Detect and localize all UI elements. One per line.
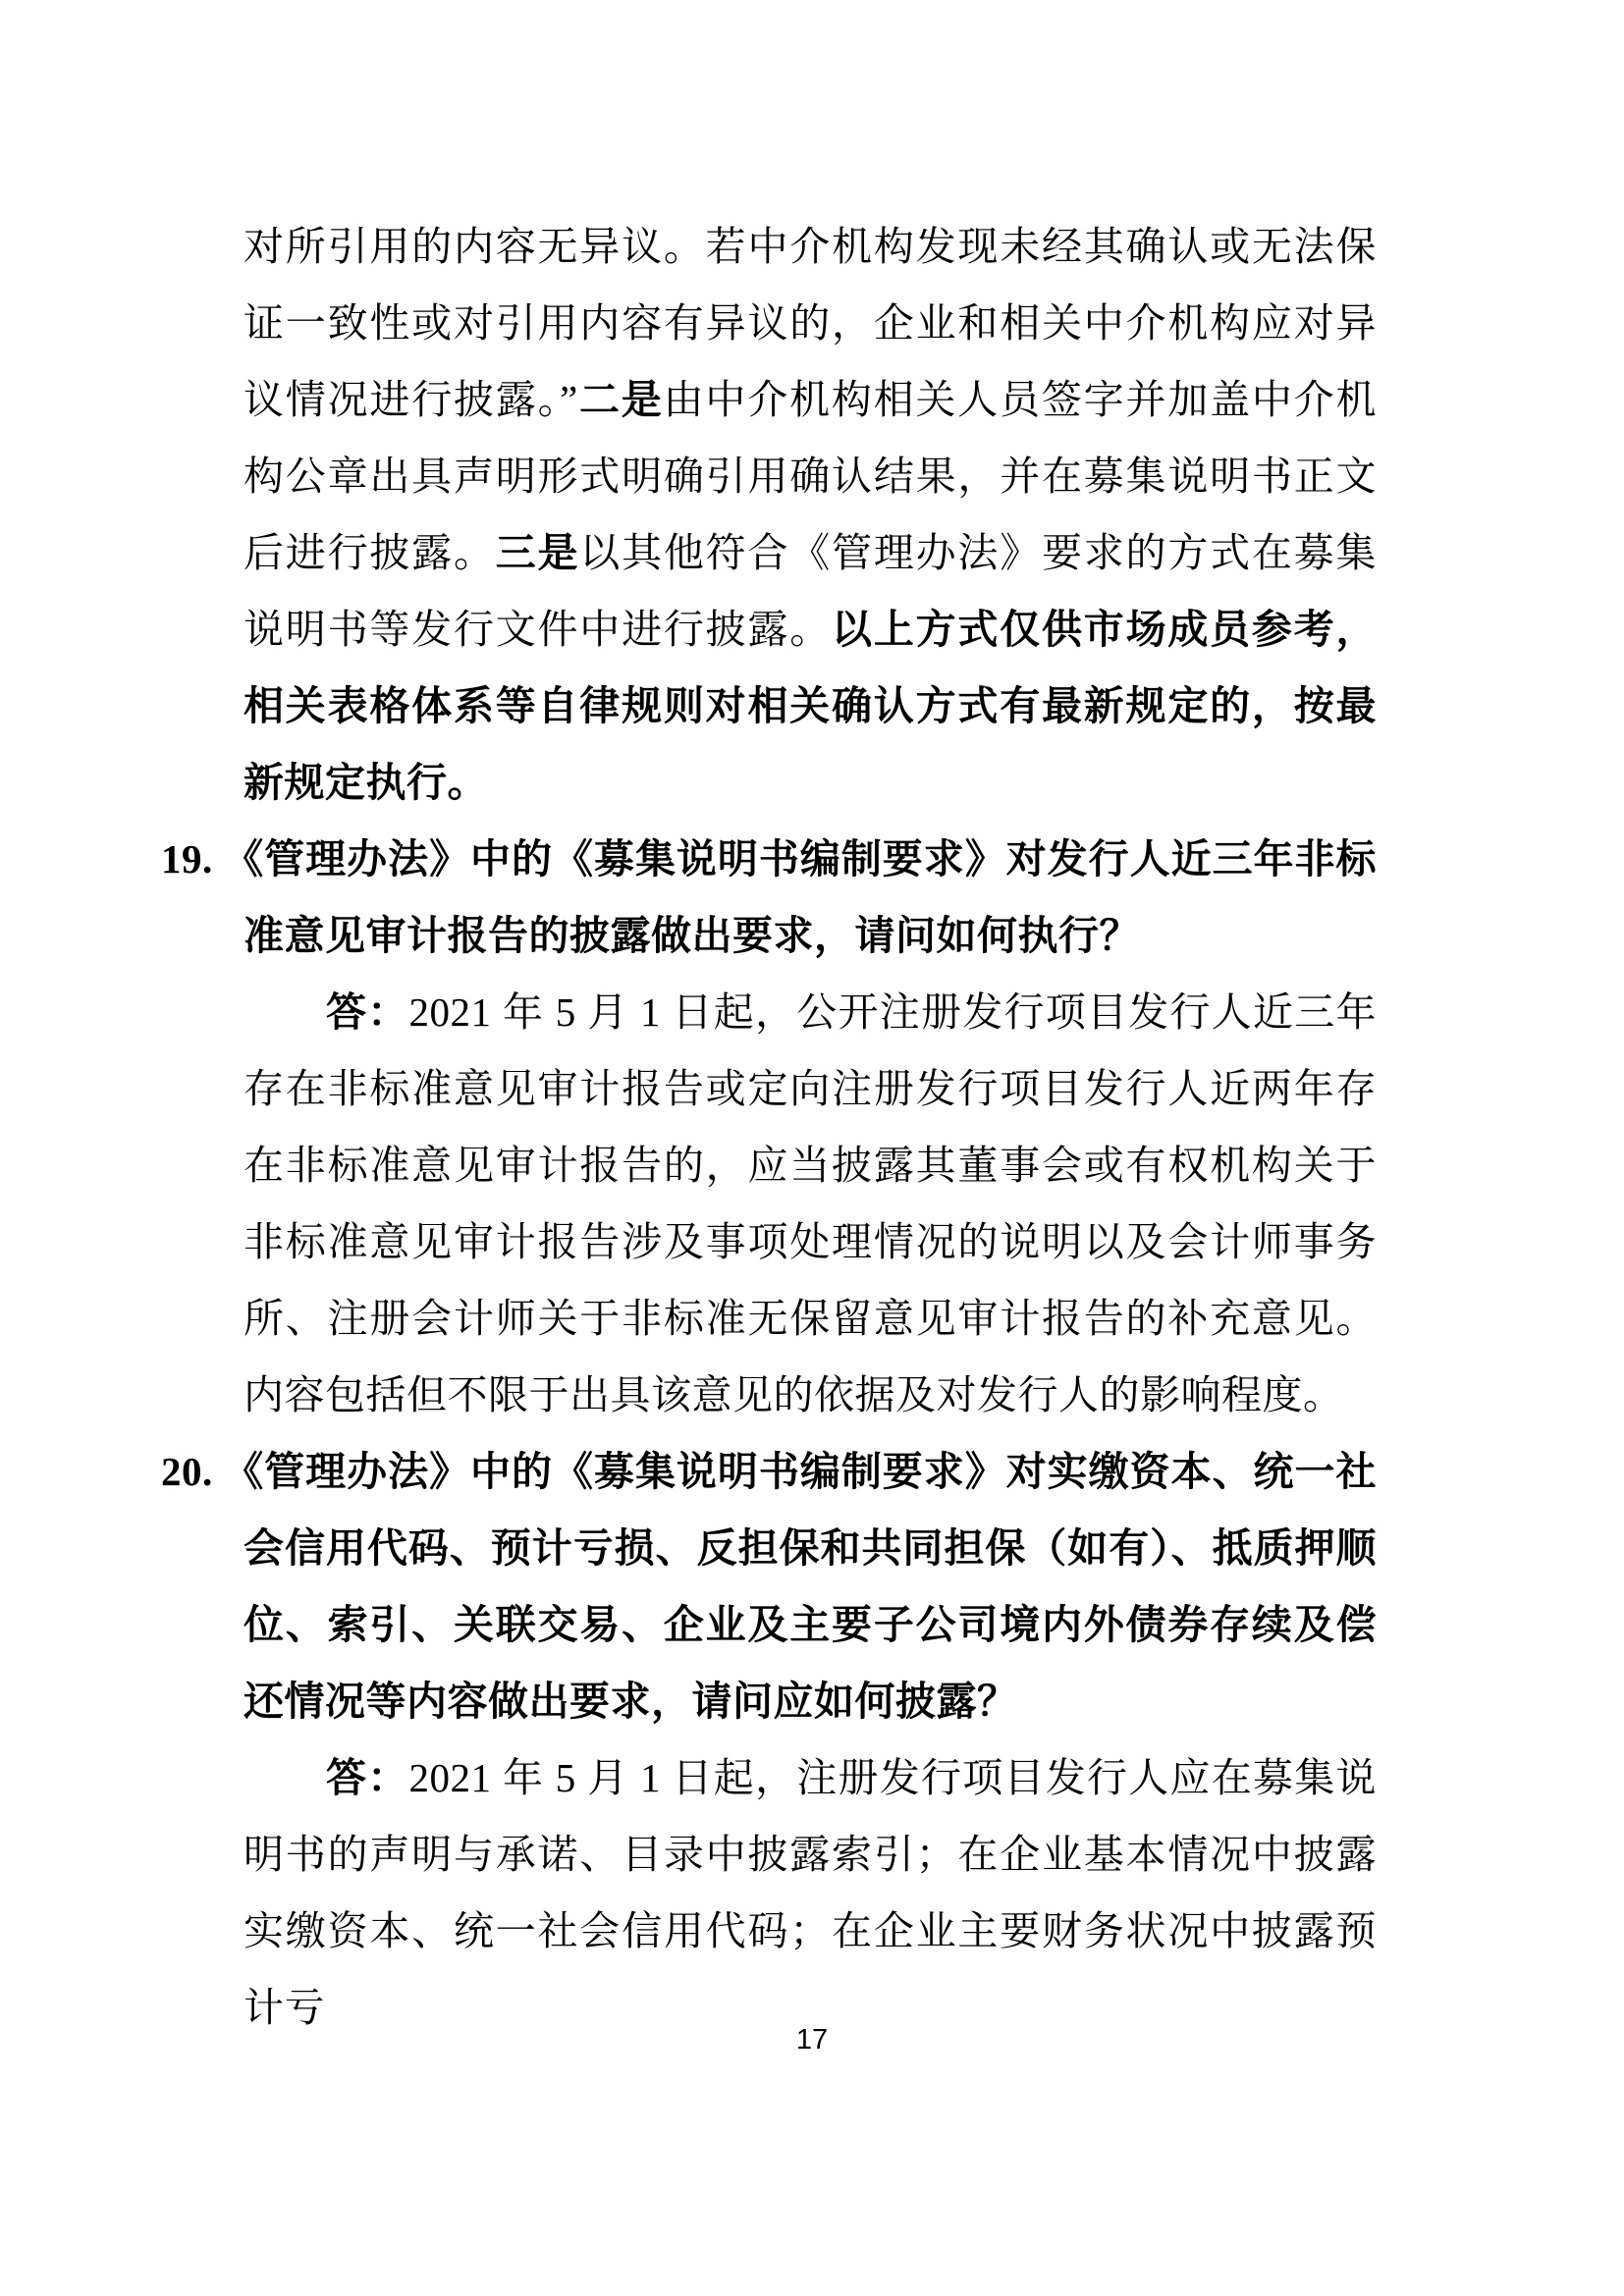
question-20-text: 《管理办法》中的《募集说明书编制要求》对实缴资本、统一社会信用代码、预计亏损、反担保和共同担保（如有）、抵质押顺位、索引、关联交易、企业及主要子公司境内外债券存续及偿还情况等内容做出要求，请问应如何披露？ bbox=[222, 1449, 1377, 1724]
page-content bbox=[161, 208, 1378, 2046]
answer-20-text: 2021 年 5 月 1 日起，注册发行项目发行人应在募集说明书的声明与承诺、目录中披露索引；在企业基本情况中披露实缴资本、统一社会信用代码；在企业主要财务状况中披露预计亏 bbox=[244, 1755, 1377, 2030]
question-20-number: 20. bbox=[161, 1449, 213, 1494]
question-20-heading bbox=[161, 1433, 1377, 1739]
paragraph-continuation bbox=[244, 208, 1377, 821]
text-run: 对所引用的内容无异议。若中介机构发现未经其确认或无法保证一致性或对引用内容有异议的，企业和相关中介机构应对异议情况进行披露。” bbox=[244, 224, 1377, 422]
answer-19-text: 2021 年 5 月 1 日起，公开注册发行项目发行人近三年存在非标准意见审计报告或定向注册发行项目发行人近两年存在非标准意见审计报告的，应当披露其董事会或有权机构关于非标准意见审计报告涉及事项处理情况的说明以及会计师事务所、注册会计师关于非标准无保留意见审计报告的补充意见。内容包括但不限于出具该意见的依据及对发行人的影响程度。 bbox=[244, 989, 1377, 1417]
text-run: 以其他符合《管理办法》要求的方式在募集说明书等发行文件中进行披露。 bbox=[244, 530, 1378, 652]
answer-20-label: 答： bbox=[326, 1755, 409, 1800]
question-19-text: 《管理办法》中的《募集说明书编制要求》对发行人近三年非标准意见审计报告的披露做出要求，请问如何执行？ bbox=[222, 836, 1377, 958]
question-19-heading bbox=[161, 821, 1377, 974]
text-run-bold: 三是 bbox=[495, 530, 580, 575]
answer-19-paragraph bbox=[244, 974, 1377, 1433]
text-run-bold: 以上方式仅供市场成员参考，相关表格体系等自律规则对相关确认方式有最新规定的，按最新规定执行。 bbox=[244, 607, 1378, 805]
text-run-bold: 二是 bbox=[577, 377, 664, 422]
answer-19-label: 答： bbox=[326, 989, 409, 1035]
page-number: 17 bbox=[795, 2024, 829, 2056]
text-run: 由中介机构相关人员签字并加盖中介机构公章出具声明形式明确引用确认结果，并在募集说明书正文后进行披露。 bbox=[244, 377, 1377, 575]
question-19-number: 19. bbox=[161, 836, 213, 881]
answer-20-paragraph bbox=[244, 1739, 1377, 2046]
